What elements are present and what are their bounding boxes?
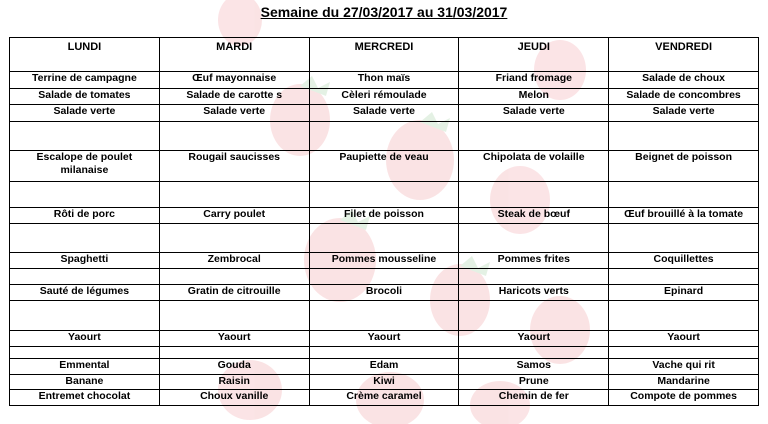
menu-cell: Salade verte bbox=[309, 105, 459, 122]
day-header: VENDREDI bbox=[609, 38, 759, 72]
menu-cell: Yaourt bbox=[609, 331, 759, 347]
menu-cell: Edam bbox=[309, 359, 459, 375]
menu-cell: Salade verte bbox=[159, 105, 309, 122]
menu-cell bbox=[459, 122, 609, 151]
menu-cell: Pommes mousseline bbox=[309, 253, 459, 269]
menu-cell bbox=[10, 347, 160, 359]
menu-cell: Spaghetti bbox=[10, 253, 160, 269]
menu-cell bbox=[159, 301, 309, 331]
menu-cell: Prune bbox=[459, 375, 609, 390]
menu-cell bbox=[459, 269, 609, 285]
day-header: MERCREDI bbox=[309, 38, 459, 72]
menu-cell bbox=[609, 269, 759, 285]
menu-cell: Raisin bbox=[159, 375, 309, 390]
menu-cell: Chipolata de volaille bbox=[459, 151, 609, 182]
menu-cell: Emmental bbox=[10, 359, 160, 375]
menu-cell: Vache qui rit bbox=[609, 359, 759, 375]
table-row bbox=[10, 347, 759, 359]
menu-cell bbox=[10, 224, 160, 253]
table-row bbox=[10, 390, 759, 406]
menu-cell bbox=[459, 301, 609, 331]
menu-cell: Salade verte bbox=[609, 105, 759, 122]
menu-cell bbox=[159, 122, 309, 151]
menu-cell: Salade de carotte s bbox=[159, 89, 309, 105]
menu-cell: Cèleri rémoulade bbox=[309, 89, 459, 105]
menu-cell: Mandarine bbox=[609, 375, 759, 390]
table-row bbox=[10, 331, 759, 347]
menu-cell: Terrine de campagne bbox=[10, 72, 160, 89]
menu-cell: Yaourt bbox=[159, 331, 309, 347]
menu-cell: Pommes frites bbox=[459, 253, 609, 269]
menu-cell: Rôti de porc bbox=[10, 208, 160, 224]
table-row bbox=[10, 89, 759, 105]
menu-cell: Chemin de fer bbox=[459, 390, 609, 406]
menu-cell: Filet de poisson bbox=[309, 208, 459, 224]
menu-cell: Steak de bœuf bbox=[459, 208, 609, 224]
menu-cell: Banane bbox=[10, 375, 160, 390]
table-row bbox=[10, 72, 759, 89]
menu-cell: Choux vanille bbox=[159, 390, 309, 406]
menu-cell bbox=[309, 122, 459, 151]
menu-cell bbox=[609, 182, 759, 208]
menu-cell: Compote de pommes bbox=[609, 390, 759, 406]
day-header: LUNDI bbox=[10, 38, 160, 72]
menu-cell: Samos bbox=[459, 359, 609, 375]
menu-cell: Melon bbox=[459, 89, 609, 105]
menu-cell: Brocoli bbox=[309, 285, 459, 301]
menu-cell: Salade verte bbox=[459, 105, 609, 122]
menu-cell bbox=[309, 269, 459, 285]
menu-cell bbox=[159, 182, 309, 208]
menu-cell: Friand fromage bbox=[459, 72, 609, 89]
table-row bbox=[10, 375, 759, 390]
menu-cell bbox=[159, 224, 309, 253]
menu-cell: Sauté de légumes bbox=[10, 285, 160, 301]
menu-cell bbox=[609, 347, 759, 359]
menu-cell bbox=[459, 224, 609, 253]
menu-cell bbox=[459, 182, 609, 208]
menu-cell: Carry poulet bbox=[159, 208, 309, 224]
menu-table bbox=[9, 37, 759, 406]
day-header-row bbox=[10, 38, 759, 72]
table-row bbox=[10, 182, 759, 208]
day-header: JEUDI bbox=[459, 38, 609, 72]
menu-cell bbox=[10, 182, 160, 208]
table-row bbox=[10, 208, 759, 224]
menu-cell bbox=[10, 269, 160, 285]
menu-cell bbox=[459, 347, 609, 359]
menu-cell: Escalope de poulet milanaise bbox=[10, 151, 160, 182]
menu-cell bbox=[309, 182, 459, 208]
menu-cell: Epinard bbox=[609, 285, 759, 301]
menu-cell: Salade verte bbox=[10, 105, 160, 122]
page-title: Semaine du 27/03/2017 au 31/03/2017 bbox=[260, 4, 508, 20]
menu-cell bbox=[309, 347, 459, 359]
menu-cell: Yaourt bbox=[309, 331, 459, 347]
menu-cell bbox=[10, 301, 160, 331]
table-row bbox=[10, 122, 759, 151]
menu-cell: Yaourt bbox=[10, 331, 160, 347]
menu-cell bbox=[609, 224, 759, 253]
menu-cell: Thon maïs bbox=[309, 72, 459, 89]
menu-cell bbox=[159, 347, 309, 359]
menu-cell: Gouda bbox=[159, 359, 309, 375]
menu-cell: Salade de choux bbox=[609, 72, 759, 89]
table-row bbox=[10, 224, 759, 253]
menu-cell: Beignet de poisson bbox=[609, 151, 759, 182]
menu-cell: Paupiette de veau bbox=[309, 151, 459, 182]
menu-cell bbox=[10, 122, 160, 151]
menu-cell: Gratin de citrouille bbox=[159, 285, 309, 301]
menu-cell: Zembrocal bbox=[159, 253, 309, 269]
table-row bbox=[10, 151, 759, 182]
menu-cell: Yaourt bbox=[459, 331, 609, 347]
menu-cell: Salade de tomates bbox=[10, 89, 160, 105]
menu-cell: Haricots verts bbox=[459, 285, 609, 301]
table-row bbox=[10, 105, 759, 122]
menu-cell: Salade de concombres bbox=[609, 89, 759, 105]
menu-cell: Œuf mayonnaise bbox=[159, 72, 309, 89]
day-header: MARDI bbox=[159, 38, 309, 72]
menu-cell bbox=[309, 224, 459, 253]
table-row bbox=[10, 301, 759, 331]
table-row bbox=[10, 253, 759, 269]
menu-cell: Rougail saucisses bbox=[159, 151, 309, 182]
menu-cell bbox=[609, 301, 759, 331]
menu-cell: Entremet chocolat bbox=[10, 390, 160, 406]
menu-cell: Coquillettes bbox=[609, 253, 759, 269]
table-row bbox=[10, 269, 759, 285]
table-row bbox=[10, 359, 759, 375]
menu-cell: Crème caramel bbox=[309, 390, 459, 406]
table-row bbox=[10, 285, 759, 301]
menu-cell: Kiwi bbox=[309, 375, 459, 390]
menu-cell bbox=[309, 301, 459, 331]
menu-cell: Œuf brouillé à la tomate bbox=[609, 208, 759, 224]
menu-cell bbox=[159, 269, 309, 285]
menu-cell bbox=[609, 122, 759, 151]
